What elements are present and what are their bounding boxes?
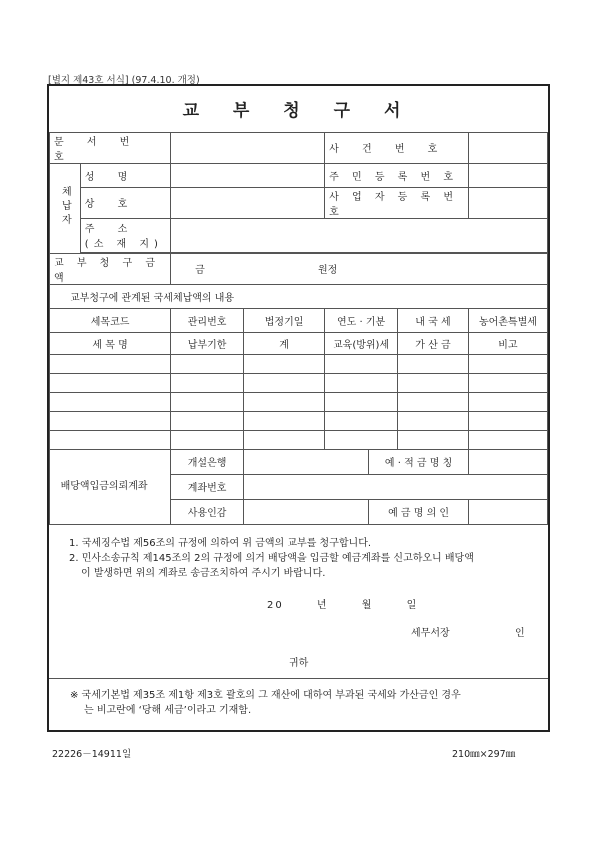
table-row [50,411,548,430]
table-row [50,373,548,392]
address-label: 주 소 (소 재 지) [80,218,170,252]
doc-number-label: 문 서 번 호 [50,132,171,163]
declaration-line-3: 이 발생하면 위의 계좌로 송금조치하여 주시기 바랍니다. [81,568,326,579]
declaration-text [69,536,474,581]
col-education-tax: 교육(방위)세 [325,332,398,354]
col-tax-code: 세목코드 [50,308,171,332]
col-additional-charge: 가 산 금 [398,332,469,354]
date-day-unit: 일 [406,600,419,611]
claim-amount-field[interactable] [171,253,548,284]
name-field[interactable] [171,163,325,187]
doc-number-field[interactable] [171,132,325,163]
account-section-label: 배당액입금의뢰계좌 [50,449,171,524]
table-row [50,430,548,449]
trade-name-field[interactable] [171,187,325,218]
date-year[interactable]: 20 [267,600,284,611]
col-legal-date: 법정기일 [244,308,325,332]
account-holder-field[interactable] [468,499,547,524]
col-national-tax: 내 국 세 [398,308,469,332]
form-title: 교 부 청 구 서 [50,86,548,132]
col-rural-tax: 농어촌특별세 [468,308,547,332]
address-field[interactable] [171,218,548,252]
business-no-label: 사 업 자 등 록 번 호 [325,187,469,218]
claim-amount-label: 교 부 청 구 금 액 [50,253,171,284]
col-mgmt-no: 관리번호 [171,308,244,332]
taxpayer-label: 체납자 [50,163,81,253]
seal-used-label: 사용인감 [171,499,244,524]
deposit-type-field[interactable] [468,449,547,474]
amount-prefix: 금 [195,265,205,276]
footer-form-code: 22226－14911일 [52,749,132,760]
case-number-label: 사 건 번 호 [325,132,469,163]
date-month-unit: 월 [361,600,374,611]
footnote-line-1: ※ 국세기본법 제35조 제1항 제3호 괄호의 그 재산에 대하여 부과된 국세와 가산금인 경우 [70,690,461,701]
date-year-unit: 년 [316,600,329,611]
resident-no-label: 주 민 등 록 번 호 [325,163,469,187]
declaration-line-1: 1. 국세징수법 제56조의 규정에 의하여 위 금액의 교부를 청구합니다. [69,538,372,549]
bank-field[interactable] [244,449,369,474]
remark-label: 비고 [468,332,547,354]
tax-office-head: 세무서장 [411,628,450,639]
trade-name-label: 상 호 [80,187,170,218]
business-no-field[interactable] [468,187,547,218]
account-holder-label: 예 금 명 의 인 [369,499,469,524]
footer-paper-size: 210㎜×297㎜ [452,749,516,760]
honorific: 귀하 [289,658,309,669]
amount-suffix: 원정 [318,265,338,276]
table-row [50,392,548,411]
declaration-line-2: 2. 민사소송규칙 제145조의 2의 규정에 의거 배당액을 입금할 예금계좌를 신고하오니 배당액 [69,553,474,564]
col-total: 계 [244,332,325,354]
note-divider [49,678,548,679]
resident-no-field[interactable] [468,163,547,187]
account-no-field[interactable] [244,474,548,499]
footnote [70,688,540,718]
footnote-line-2: 는 비고란에 ‘당해 세금’이라고 기재함. [84,705,252,716]
date-line [267,596,446,611]
account-no-label: 계좌번호 [171,474,244,499]
name-label: 성 명 [80,163,170,187]
bank-label: 개설은행 [171,449,244,474]
table-row [50,354,548,373]
claim-form-table [49,86,548,525]
seal-mark: 인 [515,628,525,639]
arrears-detail-label: 교부청구에 관계된 국세체납액의 내용 [50,284,548,308]
col-due-date: 납부기한 [171,332,244,354]
col-year-period: 연도 · 기분 [325,308,398,332]
deposit-type-label: 예 · 적 금 명 칭 [369,449,469,474]
col-tax-name: 세 목 명 [50,332,171,354]
seal-used-field[interactable] [244,499,369,524]
case-number-field[interactable] [468,132,547,163]
form-number-note: [별지 제43호 서식] (97.4.10. 개정) [48,75,200,86]
